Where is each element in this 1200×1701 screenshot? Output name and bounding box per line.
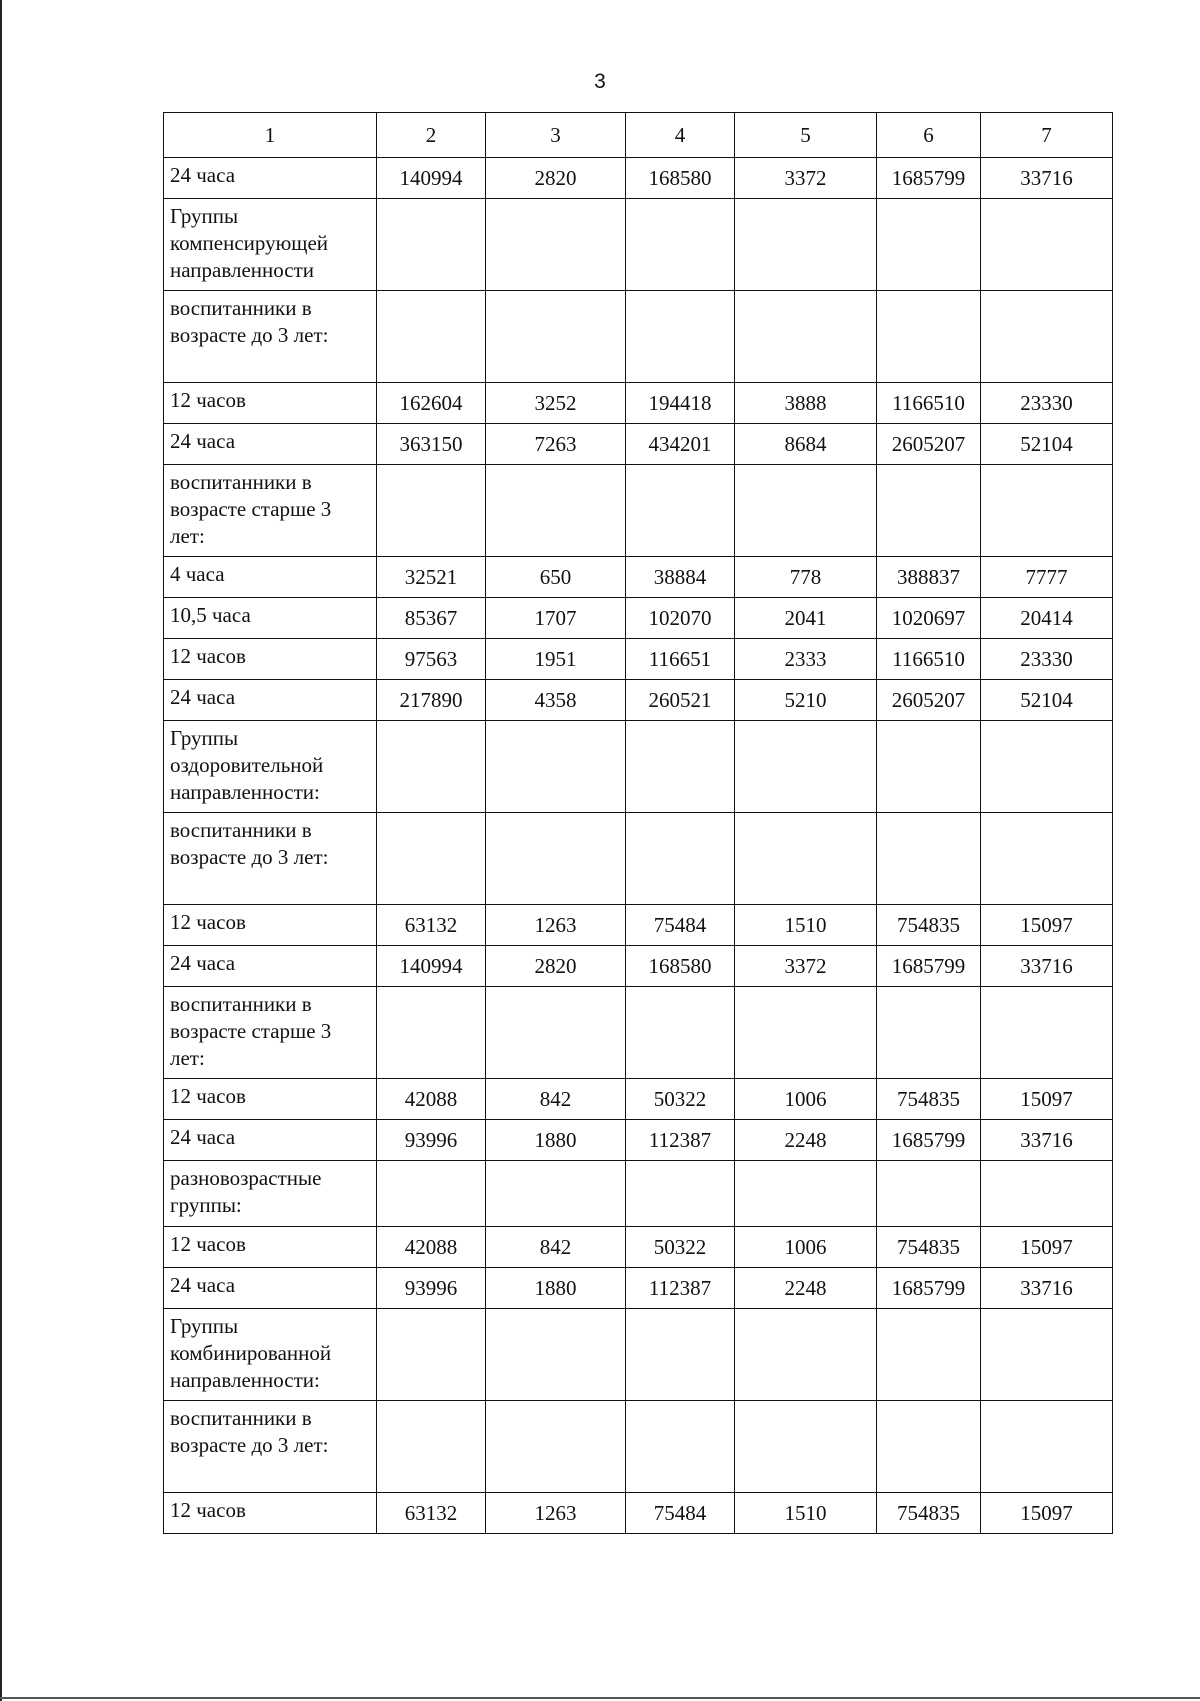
table-cell: 1510 [735,1493,877,1534]
row-label: 4 часа [164,557,377,598]
table-cell [377,199,486,291]
column-header-7: 7 [981,113,1113,158]
row-label: 12 часов [164,639,377,680]
row-label: воспитанники в возрасте старше 3 лет: [164,987,377,1079]
table-cell [377,987,486,1079]
row-label: Группы оздоровительной направленности: [164,721,377,813]
table-cell [377,1161,486,1227]
table-cell: 23330 [981,639,1113,680]
table-cell: 754835 [877,905,981,946]
table-cell [626,987,735,1079]
row-label: Группы комбинированной направленности: [164,1309,377,1401]
table-cell: 778 [735,557,877,598]
row-label: 24 часа [164,424,377,465]
table-section-row [164,987,1113,1079]
table-cell: 15097 [981,1227,1113,1268]
table-cell [735,813,877,905]
table-cell: 168580 [626,158,735,199]
table-cell [377,813,486,905]
row-label: 12 часов [164,1079,377,1120]
table-cell: 7263 [486,424,626,465]
table-cell: 32521 [377,557,486,598]
table-cell: 2041 [735,598,877,639]
table-section-row [164,291,1113,383]
table-section-row [164,465,1113,557]
table-cell [377,465,486,557]
table-cell [735,1401,877,1493]
row-label: 12 часов [164,905,377,946]
table-row [164,598,1113,639]
table-row [164,1227,1113,1268]
table-cell: 1685799 [877,1268,981,1309]
table-cell: 842 [486,1079,626,1120]
table-header-row [164,113,1113,158]
table-row [164,1493,1113,1534]
table-cell: 650 [486,557,626,598]
table-cell: 260521 [626,680,735,721]
table-cell [626,1161,735,1227]
table-cell [877,721,981,813]
table-cell: 33716 [981,158,1113,199]
table-cell: 38884 [626,557,735,598]
row-label: 12 часов [164,1227,377,1268]
table-cell: 1020697 [877,598,981,639]
table-cell [877,1309,981,1401]
page-edge-left [0,0,2,1701]
table-cell [981,813,1113,905]
table-cell: 75484 [626,905,735,946]
table-cell: 42088 [377,1079,486,1120]
table-cell [735,721,877,813]
table-cell: 1685799 [877,946,981,987]
table-row [164,158,1113,199]
table-cell [486,1309,626,1401]
table-section-row [164,199,1113,291]
table-cell [486,199,626,291]
table-cell [981,1401,1113,1493]
column-header-2: 2 [377,113,486,158]
table-cell: 15097 [981,1493,1113,1534]
page-edge-bottom [0,1697,1200,1699]
table-cell [981,721,1113,813]
table-cell: 93996 [377,1268,486,1309]
table-cell [877,813,981,905]
table-cell [981,987,1113,1079]
table-cell [981,291,1113,383]
table-cell: 1166510 [877,383,981,424]
table-cell: 75484 [626,1493,735,1534]
table-cell: 15097 [981,905,1113,946]
table-cell [377,1309,486,1401]
table-cell [486,1401,626,1493]
table-cell [877,465,981,557]
row-label: воспитанники в возрасте до 3 лет: [164,813,377,905]
table-cell: 112387 [626,1268,735,1309]
table-cell: 2605207 [877,424,981,465]
row-label: 24 часа [164,1268,377,1309]
row-label: 24 часа [164,946,377,987]
table-cell: 162604 [377,383,486,424]
table-section-row [164,1401,1113,1493]
table-section-row [164,1161,1113,1227]
table-cell: 3372 [735,158,877,199]
table-cell: 434201 [626,424,735,465]
table-cell: 754835 [877,1227,981,1268]
table-section-row [164,1309,1113,1401]
row-label: 12 часов [164,383,377,424]
table-cell [735,291,877,383]
table-cell: 97563 [377,639,486,680]
table-cell: 2605207 [877,680,981,721]
table-cell: 2820 [486,946,626,987]
table-cell: 1006 [735,1079,877,1120]
table-cell [626,199,735,291]
table-cell [486,291,626,383]
table-cell: 102070 [626,598,735,639]
table-cell [486,1161,626,1227]
table-cell: 1166510 [877,639,981,680]
table-cell: 5210 [735,680,877,721]
table-cell: 1263 [486,905,626,946]
column-header-4: 4 [626,113,735,158]
table-cell: 1685799 [877,1120,981,1161]
row-label: 10,5 часа [164,598,377,639]
column-header-5: 5 [735,113,877,158]
table-row [164,680,1113,721]
table-cell: 33716 [981,1120,1113,1161]
table-cell [981,465,1113,557]
table-section-row [164,721,1113,813]
table-cell [486,721,626,813]
row-label: Группы компенсирующей направленности [164,199,377,291]
table-cell: 50322 [626,1079,735,1120]
table-cell [735,1161,877,1227]
table-cell [626,721,735,813]
row-label: воспитанники в возрасте до 3 лет: [164,1401,377,1493]
table-cell: 2248 [735,1120,877,1161]
table-cell [626,465,735,557]
table-cell: 1707 [486,598,626,639]
table-cell: 63132 [377,905,486,946]
table-cell [877,291,981,383]
table-cell: 168580 [626,946,735,987]
table-cell: 388837 [877,557,981,598]
table-cell [877,1161,981,1227]
table-cell: 363150 [377,424,486,465]
table-cell: 93996 [377,1120,486,1161]
table-cell: 3252 [486,383,626,424]
table-cell [486,465,626,557]
table-cell: 217890 [377,680,486,721]
table-cell: 85367 [377,598,486,639]
table-cell [735,1309,877,1401]
table-row [164,424,1113,465]
table-cell: 1685799 [877,158,981,199]
table-cell: 52104 [981,680,1113,721]
table-cell: 3372 [735,946,877,987]
table-cell: 116651 [626,639,735,680]
table-cell [981,1161,1113,1227]
row-label: 24 часа [164,680,377,721]
table-cell [981,199,1113,291]
table-cell [377,291,486,383]
table-cell: 7777 [981,557,1113,598]
table-cell: 842 [486,1227,626,1268]
table-cell: 50322 [626,1227,735,1268]
table-cell: 52104 [981,424,1113,465]
table-cell [377,721,486,813]
tariff-table [163,112,1113,1534]
table-row [164,1268,1113,1309]
table-cell: 1880 [486,1268,626,1309]
column-header-1: 1 [164,113,377,158]
table-row [164,1120,1113,1161]
table-cell [981,1309,1113,1401]
table-cell [377,1401,486,1493]
table-row [164,557,1113,598]
table-cell [735,465,877,557]
table-cell: 112387 [626,1120,735,1161]
table-cell: 1880 [486,1120,626,1161]
table-cell [735,987,877,1079]
table-cell [877,199,981,291]
column-header-6: 6 [877,113,981,158]
table-cell: 20414 [981,598,1113,639]
table-cell [626,291,735,383]
table-cell: 754835 [877,1079,981,1120]
table-row [164,383,1113,424]
table-cell: 140994 [377,946,486,987]
row-label: воспитанники в возрасте старше 3 лет: [164,465,377,557]
table-cell: 1951 [486,639,626,680]
row-label: воспитанники в возрасте до 3 лет: [164,291,377,383]
row-label: разновозрастные группы: [164,1161,377,1227]
table-cell: 140994 [377,158,486,199]
table-cell [735,199,877,291]
table-section-row [164,813,1113,905]
table-cell: 754835 [877,1493,981,1534]
table-cell [486,813,626,905]
row-label: 24 часа [164,158,377,199]
row-label: 24 часа [164,1120,377,1161]
table-cell: 194418 [626,383,735,424]
table-row [164,946,1113,987]
table-row [164,905,1113,946]
column-header-3: 3 [486,113,626,158]
table-cell: 33716 [981,946,1113,987]
table-cell: 1510 [735,905,877,946]
table-cell: 23330 [981,383,1113,424]
table-cell [626,1401,735,1493]
table-cell [486,987,626,1079]
table-cell [626,813,735,905]
table-cell [877,987,981,1079]
table-row [164,639,1113,680]
table-cell: 2333 [735,639,877,680]
table-cell: 42088 [377,1227,486,1268]
table-row [164,1079,1113,1120]
table-cell: 4358 [486,680,626,721]
table-cell: 15097 [981,1079,1113,1120]
table-cell: 1263 [486,1493,626,1534]
table-cell: 2248 [735,1268,877,1309]
page-number: 3 [594,70,606,93]
table-cell: 3888 [735,383,877,424]
table-cell: 1006 [735,1227,877,1268]
table-cell: 63132 [377,1493,486,1534]
table-cell [877,1401,981,1493]
table-cell: 8684 [735,424,877,465]
table-cell: 2820 [486,158,626,199]
table-cell: 33716 [981,1268,1113,1309]
row-label: 12 часов [164,1493,377,1534]
table-cell [626,1309,735,1401]
